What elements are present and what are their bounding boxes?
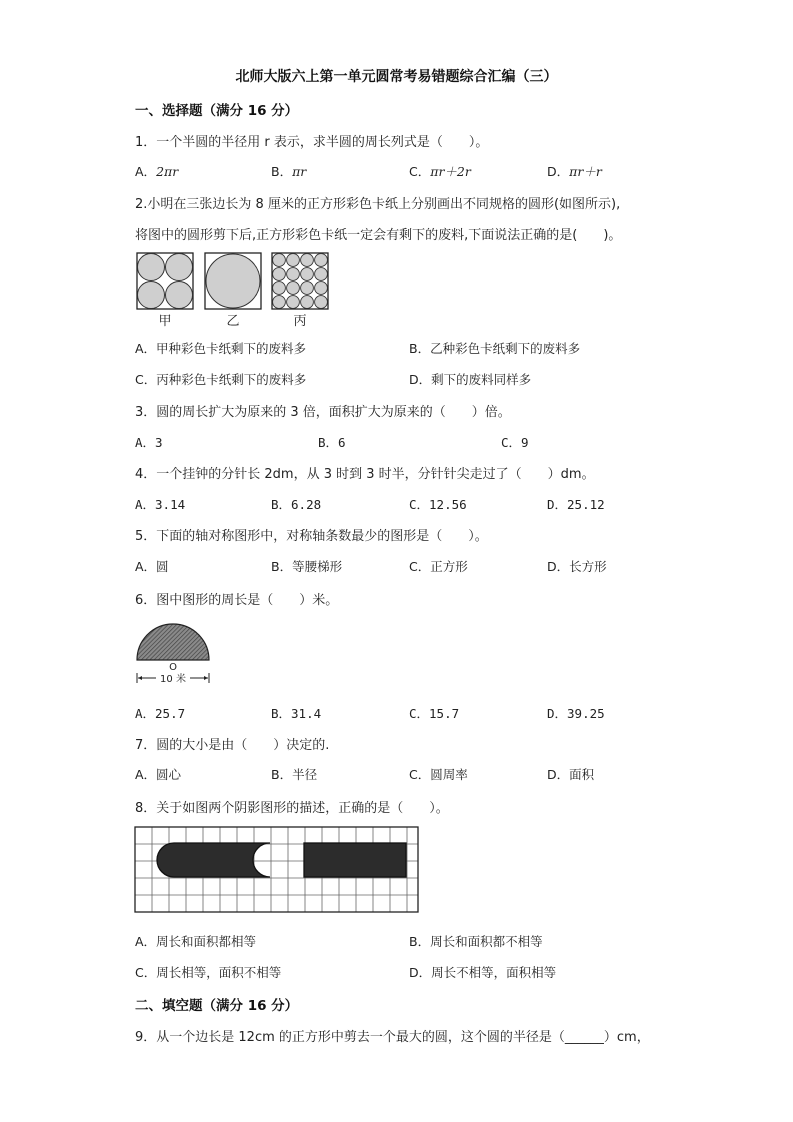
small-circle bbox=[273, 296, 286, 309]
q1-option-a: A．2πr bbox=[135, 164, 179, 179]
q6-option-c: C．15.7 bbox=[409, 706, 460, 721]
q8-option-b: B．周长和面积都不相等 bbox=[409, 934, 543, 949]
question-6: 6．图中图形的周长是（ ）米。 bbox=[135, 593, 339, 608]
question-5: 5．下面的轴对称图形中，对称轴条数最少的图形是（ ）。 bbox=[135, 529, 488, 544]
q5-option-d: D．长方形 bbox=[547, 559, 607, 574]
square-bing bbox=[272, 253, 328, 309]
q3-option-a: A．3 bbox=[135, 435, 163, 450]
q1-option-c: C．πr＋2r bbox=[409, 164, 471, 179]
q7-option-c: C．圆周率 bbox=[409, 767, 468, 782]
q2-option-c: C．丙种彩色卡纸剩下的废料多 bbox=[135, 372, 307, 387]
q4-option-c: C．12.56 bbox=[409, 497, 467, 512]
q8-grid-figure bbox=[134, 826, 420, 914]
q6-option-a: A．25.7 bbox=[135, 706, 186, 721]
q6-option-d: D．39.25 bbox=[547, 706, 605, 721]
question-7: 7．圆的大小是由（ ）决定的. bbox=[135, 738, 330, 753]
small-circle bbox=[315, 268, 328, 281]
question-3: 3．圆的周长扩大为原来的 3 倍，面积扩大为原来的（ ）倍。 bbox=[135, 405, 511, 420]
small-circle bbox=[273, 268, 286, 281]
q2-option-b: B．乙种彩色卡纸剩下的废料多 bbox=[409, 341, 581, 356]
square-yi bbox=[205, 253, 261, 309]
q3-option-b: B．6 bbox=[318, 435, 346, 450]
label-bing: 丙 bbox=[293, 314, 307, 329]
q1-option-b: B．πr bbox=[271, 164, 307, 179]
q2-option-d: D．剩下的废料同样多 bbox=[409, 372, 532, 387]
small-circle bbox=[315, 282, 328, 295]
semicircle-shape bbox=[137, 624, 209, 660]
q4-option-b: B．6.28 bbox=[271, 497, 322, 512]
small-circle bbox=[301, 282, 314, 295]
small-circle bbox=[301, 268, 314, 281]
small-circle bbox=[301, 254, 314, 267]
q7-option-d: D．面积 bbox=[547, 767, 595, 782]
q8-option-a: A．周长和面积都相等 bbox=[135, 934, 257, 949]
left-shaded-shape bbox=[157, 843, 270, 877]
q5-option-b: B．等腰梯形 bbox=[271, 559, 343, 574]
square-jia bbox=[137, 253, 193, 309]
q4-option-a: A．3.14 bbox=[135, 497, 186, 512]
small-circle bbox=[273, 282, 286, 295]
page-title: 北师大版六上第一单元圆常考易错题综合汇编（三） bbox=[235, 69, 558, 85]
q7-option-a: A．圆心 bbox=[135, 767, 182, 782]
small-circle bbox=[315, 296, 328, 309]
question-2-line-1: 2.小明在三张边长为 8 厘米的正方形彩色卡纸上分别画出不同规格的圆形(如图所示), bbox=[135, 197, 621, 212]
small-circle bbox=[287, 296, 300, 309]
dimension-label: 10 米 bbox=[160, 674, 186, 685]
q2-circles-figure bbox=[136, 252, 332, 330]
section-heading-fill-in: 二、填空题（满分 16 分） bbox=[135, 998, 299, 1014]
small-circle bbox=[287, 254, 300, 267]
q4-option-d: D．25.12 bbox=[547, 497, 605, 512]
q6-semicircle-figure bbox=[134, 620, 214, 688]
question-8: 8．关于如图两个阴影图形的描述，正确的是（ ）。 bbox=[135, 801, 449, 816]
q3-option-c: C．9 bbox=[501, 435, 529, 450]
q6-option-b: B．31.4 bbox=[271, 706, 322, 721]
small-circle bbox=[273, 254, 286, 267]
right-shaded-shape bbox=[304, 843, 406, 877]
label-jia: 甲 bbox=[158, 314, 172, 329]
q8-option-c: C．周长相等，面积不相等 bbox=[135, 965, 282, 980]
small-circle bbox=[287, 282, 300, 295]
q8-option-d: D．周长不相等，面积相等 bbox=[409, 965, 557, 980]
question-2-line-2: 将图中的圆形剪下后,正方形彩色卡纸一定会有剩下的废料,下面说法正确的是( )。 bbox=[135, 228, 622, 243]
q7-option-b: B．半径 bbox=[271, 767, 318, 782]
center-label: O bbox=[169, 662, 177, 673]
small-circle bbox=[315, 254, 328, 267]
small-circle bbox=[301, 296, 314, 309]
q5-option-c: C．正方形 bbox=[409, 559, 468, 574]
small-circle bbox=[287, 268, 300, 281]
q1-option-d: D．πr＋r bbox=[547, 164, 602, 179]
question-4: 4．一个挂钟的分针长 2dm，从 3 时到 3 时半，分针针尖走过了（ ）dm。 bbox=[135, 467, 595, 482]
q5-option-a: A．圆 bbox=[135, 559, 169, 574]
question-9: 9．从一个边长是 12cm 的正方形中剪去一个最大的圆，这个圆的半径是（______）cm， bbox=[135, 1030, 650, 1045]
q2-option-a: A．甲种彩色卡纸剩下的废料多 bbox=[135, 341, 307, 356]
question-1: 1．一个半圆的半径用 r 表示，求半圆的周长列式是（ ）。 bbox=[135, 135, 489, 150]
section-heading-choice: 一、选择题（满分 16 分） bbox=[135, 103, 299, 119]
label-yi: 乙 bbox=[226, 314, 240, 329]
